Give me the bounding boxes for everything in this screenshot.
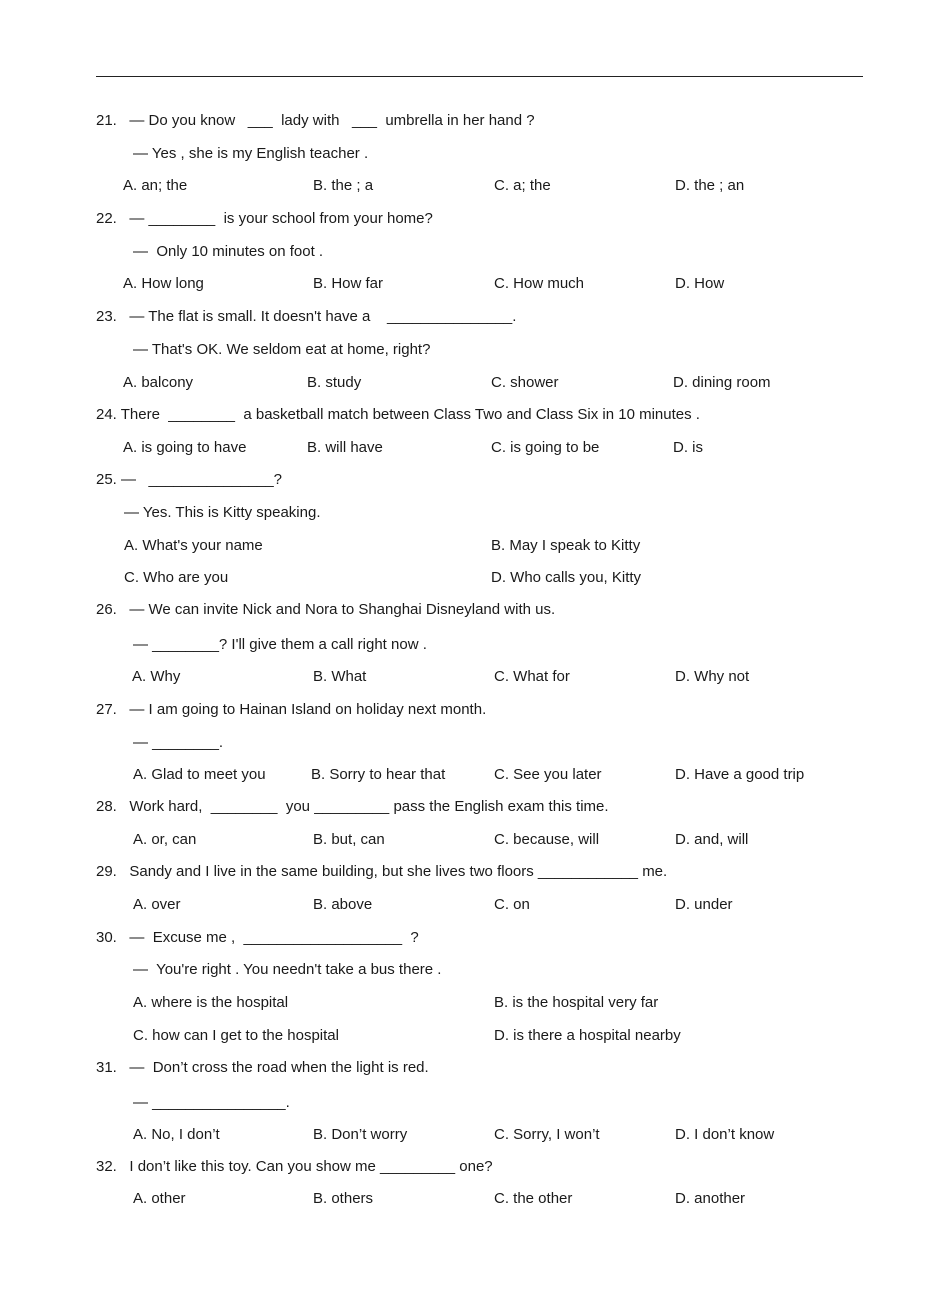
- question-text: — ________? I'll give them a call right now .: [133, 636, 427, 653]
- answer-option: A. What's your name: [124, 537, 263, 554]
- answer-option: D. is there a hospital nearby: [494, 1027, 681, 1044]
- question-text: — ________.: [133, 734, 224, 751]
- question-text: 21. — Do you know ___ lady with ___ umbrella in her hand ?: [96, 112, 535, 129]
- question-text: — You're right . You needn't take a bus there .: [133, 961, 442, 978]
- question-text: 31. — Don’t cross the road when the light is red.: [96, 1059, 429, 1076]
- answer-option: A. How long: [123, 275, 204, 292]
- answer-option: D. and, will: [675, 831, 749, 848]
- answer-option: D. another: [675, 1190, 746, 1207]
- question-text: 25. — _______________?: [96, 471, 282, 488]
- answer-option: B. study: [307, 374, 362, 391]
- answer-option: D. Have a good trip: [675, 766, 805, 783]
- answer-option: C. Who are you: [124, 569, 229, 586]
- answer-option: C. because, will: [494, 831, 600, 848]
- answer-option: B. Don’t worry: [313, 1126, 408, 1143]
- answer-option: A. where is the hospital: [133, 994, 289, 1011]
- answer-option: D. I don’t know: [675, 1126, 775, 1143]
- answer-option: B. is the hospital very far: [494, 994, 659, 1011]
- answer-option: D. is: [673, 439, 703, 456]
- question-text: 29. Sandy and I live in the same building, but she lives two floors ____________ me.: [96, 863, 668, 880]
- answer-option: B. May I speak to Kitty: [491, 537, 641, 554]
- answer-option: B. the ; a: [313, 177, 374, 194]
- question-text: — Only 10 minutes on foot .: [133, 243, 324, 260]
- answer-option: B. How far: [313, 275, 384, 292]
- question-text: — Yes , she is my English teacher .: [133, 145, 369, 162]
- question-text: — ________________.: [133, 1094, 290, 1111]
- answer-option: C. how can I get to the hospital: [133, 1027, 339, 1044]
- answer-option: C. How much: [494, 275, 585, 292]
- answer-option: A. other: [133, 1190, 186, 1207]
- answer-option: B. Sorry to hear that: [311, 766, 446, 783]
- question-text: 22. — ________ is your school from your home?: [96, 210, 433, 227]
- answer-option: D. Who calls you, Kitty: [491, 569, 642, 586]
- answer-option: A. an; the: [123, 177, 188, 194]
- answer-option: D. the ; an: [675, 177, 745, 194]
- answer-option: C. a; the: [494, 177, 551, 194]
- answer-option: C. is going to be: [491, 439, 600, 456]
- answer-option: C. on: [494, 896, 530, 913]
- answer-option: B. others: [313, 1190, 374, 1207]
- answer-option: C. See you later: [494, 766, 602, 783]
- answer-option: D. dining room: [673, 374, 771, 391]
- answer-option: B. but, can: [313, 831, 385, 848]
- answer-option: C. shower: [491, 374, 559, 391]
- answer-option: A. is going to have: [123, 439, 247, 456]
- question-text: 28. Work hard, ________ you _________ pass the English exam this time.: [96, 798, 609, 815]
- answer-option: A. balcony: [123, 374, 194, 391]
- answer-option: A. over: [133, 896, 181, 913]
- answer-option: A. or, can: [133, 831, 197, 848]
- top-rule: [96, 76, 863, 77]
- answer-option: D. under: [675, 896, 733, 913]
- answer-option: C. Sorry, I won’t: [494, 1126, 600, 1143]
- answer-option: A. Why: [132, 668, 181, 685]
- answer-option: C. the other: [494, 1190, 573, 1207]
- answer-option: D. How: [675, 275, 725, 292]
- answer-option: A. Glad to meet you: [133, 766, 266, 783]
- question-text: 26. — We can invite Nick and Nora to Shanghai Disneyland with us.: [96, 601, 556, 618]
- answer-option: B. above: [313, 896, 373, 913]
- answer-option: B. will have: [307, 439, 383, 456]
- question-text: — That's OK. We seldom eat at home, right?: [133, 341, 431, 358]
- answer-option: D. Why not: [675, 668, 750, 685]
- question-text: 23. — The flat is small. It doesn't have a _______________.: [96, 308, 517, 325]
- question-text: 27. — I am going to Hainan Island on holiday next month.: [96, 701, 487, 718]
- answer-option: A. No, I don’t: [133, 1126, 220, 1143]
- answer-option: C. What for: [494, 668, 570, 685]
- answer-option: B. What: [313, 668, 367, 685]
- question-text: 30. — Excuse me , ___________________ ?: [96, 929, 419, 946]
- question-text: — Yes. This is Kitty speaking.: [124, 504, 321, 521]
- question-text: 24. There ________ a basketball match between Class Two and Class Six in 10 minutes .: [96, 406, 700, 423]
- question-text: 32. I don’t like this toy. Can you show me _________ one?: [96, 1158, 493, 1175]
